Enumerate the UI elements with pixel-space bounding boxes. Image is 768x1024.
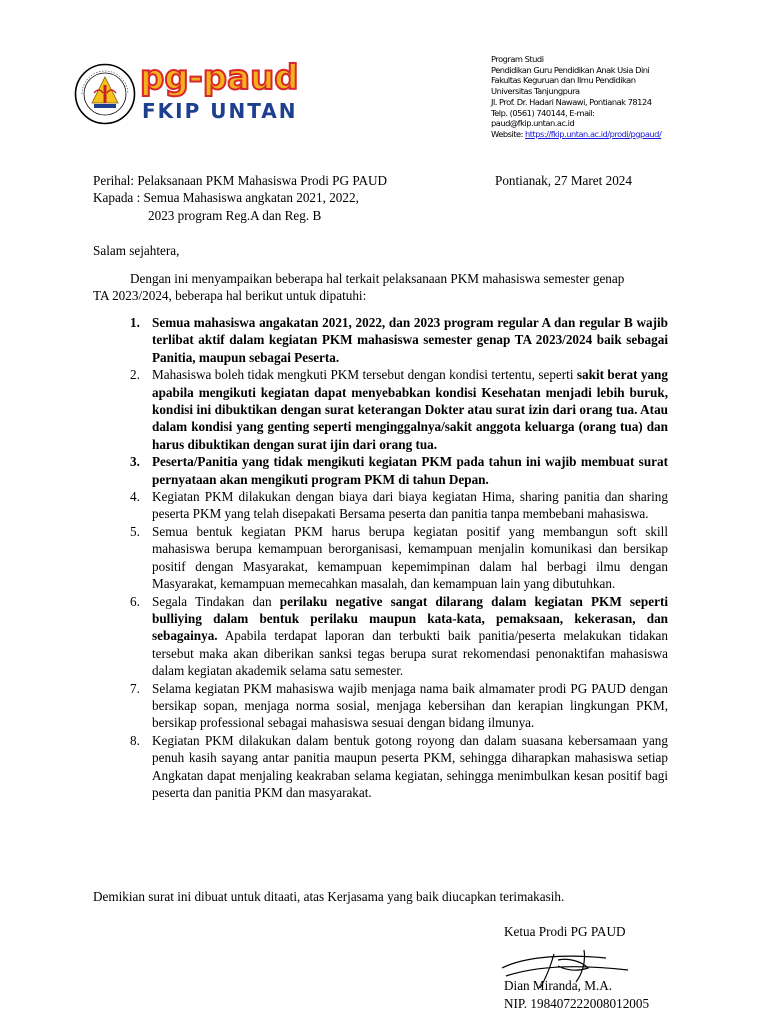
list-item	[93, 453, 668, 488]
salutation: Salam sejahtera,	[93, 243, 180, 258]
list-item-number: 5.	[130, 523, 140, 539]
closing-paragraph: Demikian surat ini dibuat untuk ditaati, atas Kerjasama yang baik diucapkan terimakasih.	[93, 889, 565, 904]
list-item	[93, 680, 668, 732]
list-item-number: 6.	[130, 593, 140, 609]
fkip-untan-wordmark: FKIP UNTAN	[142, 99, 298, 123]
letter-subject-block	[93, 172, 668, 224]
info-line: Telp. (0561) 740144, E-mail:	[491, 107, 595, 118]
university-seal-icon	[74, 63, 136, 125]
kepada-line-1: Kapada : Semua Mahasiswa angkatan 2021, 2022,	[93, 190, 359, 206]
list-item-number: 4.	[130, 489, 140, 505]
list-item-text: Apabila terdapat laporan dan terbukti baik panitia/peserta melakukan tidakan tersebut maka akan diberikan sanksi tegas berupa surat rekomendasi penonaktifan mahasiswa dalam kegiatan akademik selama satu semester.	[152, 628, 668, 679]
signer-title: Ketua Prodi PG PAUD	[504, 924, 626, 939]
list-item	[93, 314, 668, 366]
institution-info	[491, 54, 661, 140]
website-line	[491, 129, 661, 140]
intro-line-1: Dengan ini menyampaikan beberapa hal terkait pelaksanaan PKM mahasiswa semester genap	[130, 271, 625, 286]
info-line: paud@fkip.untan.ac.id	[491, 118, 575, 129]
list-item-number: 1.	[130, 315, 140, 330]
place-date: Pontianak, 27 Maret 2024	[495, 173, 632, 188]
info-line: Pendidikan Guru Pendidikan Anak Usia Dini	[491, 64, 650, 75]
intro-line-2: TA 2023/2024, beberapa hal berikut untuk dipatuhi:	[93, 288, 367, 304]
list-item-text: Peserta/Panitia yang tidak mengikuti kegiatan PKM pada tahun ini wajib membuat surat pernyataan akan mengikuti program PKM di tahun Depan.	[152, 454, 668, 487]
info-line: Program Studi	[491, 54, 544, 64]
list-item-text: Segala Tindakan dan	[152, 593, 280, 609]
website-label: Website:	[491, 128, 526, 139]
list-item	[93, 366, 668, 453]
signer-nip: NIP. 198407222008012005	[504, 996, 650, 1011]
list-item	[93, 523, 668, 593]
list-item-text: Mahasiswa boleh tidak mengkuti PKM tersebut dengan kondisi tertentu, seperti	[152, 367, 577, 383]
list-item	[93, 488, 668, 523]
list-item-text: Semua mahasiswa angakatan 2021, 2022, dan 2023 program regular A dan regular B wajib terlibat aktif dalam kegiatan PKM mahasiswa semester genap TA 2023/2024 baik sebagai Panitia, maupun sebagai Peserta.	[152, 315, 668, 365]
rules-list	[93, 314, 668, 801]
perihal-line: Perihal: Pelaksanaan PKM Mahasiswa Prodi PG PAUD	[93, 173, 388, 188]
list-item-text: perilaku negative sangat dilarang dalam kegiatan PKM seperti bulliying dalam bentuk perilaku maupun kata-kata, pemaksaan, kekerasan, dan sebagainya.	[152, 593, 668, 644]
website-link[interactable]: https://fkip.untan.ac.id/prodi/pgpaud/	[525, 128, 662, 139]
list-item-number: 2.	[130, 367, 140, 383]
list-item-text: sakit berat yang apabila mengikuti kegiatan dapat menyebabkan kondisi Kesehatan menjadi lebih buruk, kondisi ini dibuktikan dengan surat keterangan Dokter atau surat izin dari orang tua. Atau dalam kondisi yang genting seperti menginggalnya/sakit anggota keluarga (orang tua) dan harus dibuktikan dengan surat ijin dari orang tua.	[152, 367, 668, 452]
list-item-text: Selama kegiatan PKM mahasiswa wajib menjaga nama baik almamater prodi PG PAUD dengan bersikap sopan, menjaga norma sosial, menjaga kebersihan dan kerapian lingkungan PKM, bersikap professional sebagai mahasiswa sesuai dengan bidang ilmunya.	[152, 680, 668, 731]
list-item	[93, 593, 668, 680]
list-item-number: 7.	[130, 680, 140, 696]
info-line: Universitas Tanjungpura	[491, 86, 580, 97]
pg-paud-wordmark: pg-paud	[140, 58, 299, 98]
list-item-text: Kegiatan PKM dilakukan dalam bentuk gotong royong dan dalam suasana kebersamaan yang penuh kasih sayang antar panitia maupun peserta PKM, sehingga diharapkan mahasiswa setiap Angkatan dapat menjaling keakraban selama kegiatan, sehingga menimbulkan kesan positif bagi peserta dan panitia PKM dan masyarakat.	[152, 732, 668, 800]
signer-name: Dian Miranda, M.A.	[504, 978, 613, 993]
info-line: Jl. Prof. Dr. Hadari Nawawi, Pontianak 78124	[491, 96, 652, 107]
intro-paragraph	[93, 270, 668, 305]
program-logo	[140, 60, 299, 122]
list-item-number: 8.	[130, 732, 140, 748]
list-item-number: 3.	[130, 454, 140, 470]
kepada-line-2: 2023 program Reg.A dan Reg. B	[148, 207, 322, 223]
list-item	[93, 732, 668, 802]
list-item-text: Semua bentuk kegiatan PKM harus berupa kegiatan positif yang membangun soft skill mahasiswa berupa kemampuan berorganisasi, kemampuan menjalin komunikasi dan bersikap positif dengan Masyarakat, kemampuan kepemimpinan dalam hal berbagi ilmu dengan Masyarakat, kemampuan memecahkan masalah, dan kemampuan lain yang dibutuhkan.	[152, 523, 668, 592]
info-line: Fakultas Keguruan dan Ilmu Pendidikan	[491, 75, 636, 86]
letterhead	[0, 0, 768, 160]
list-item-text: Kegiatan PKM dilakukan dengan biaya dari biaya kegiatan Hima, sharing panitia dan sharing peserta PKM yang telah disepakati Bersama peserta dan panitia tanpa membebani mahasiswa.	[152, 489, 668, 522]
